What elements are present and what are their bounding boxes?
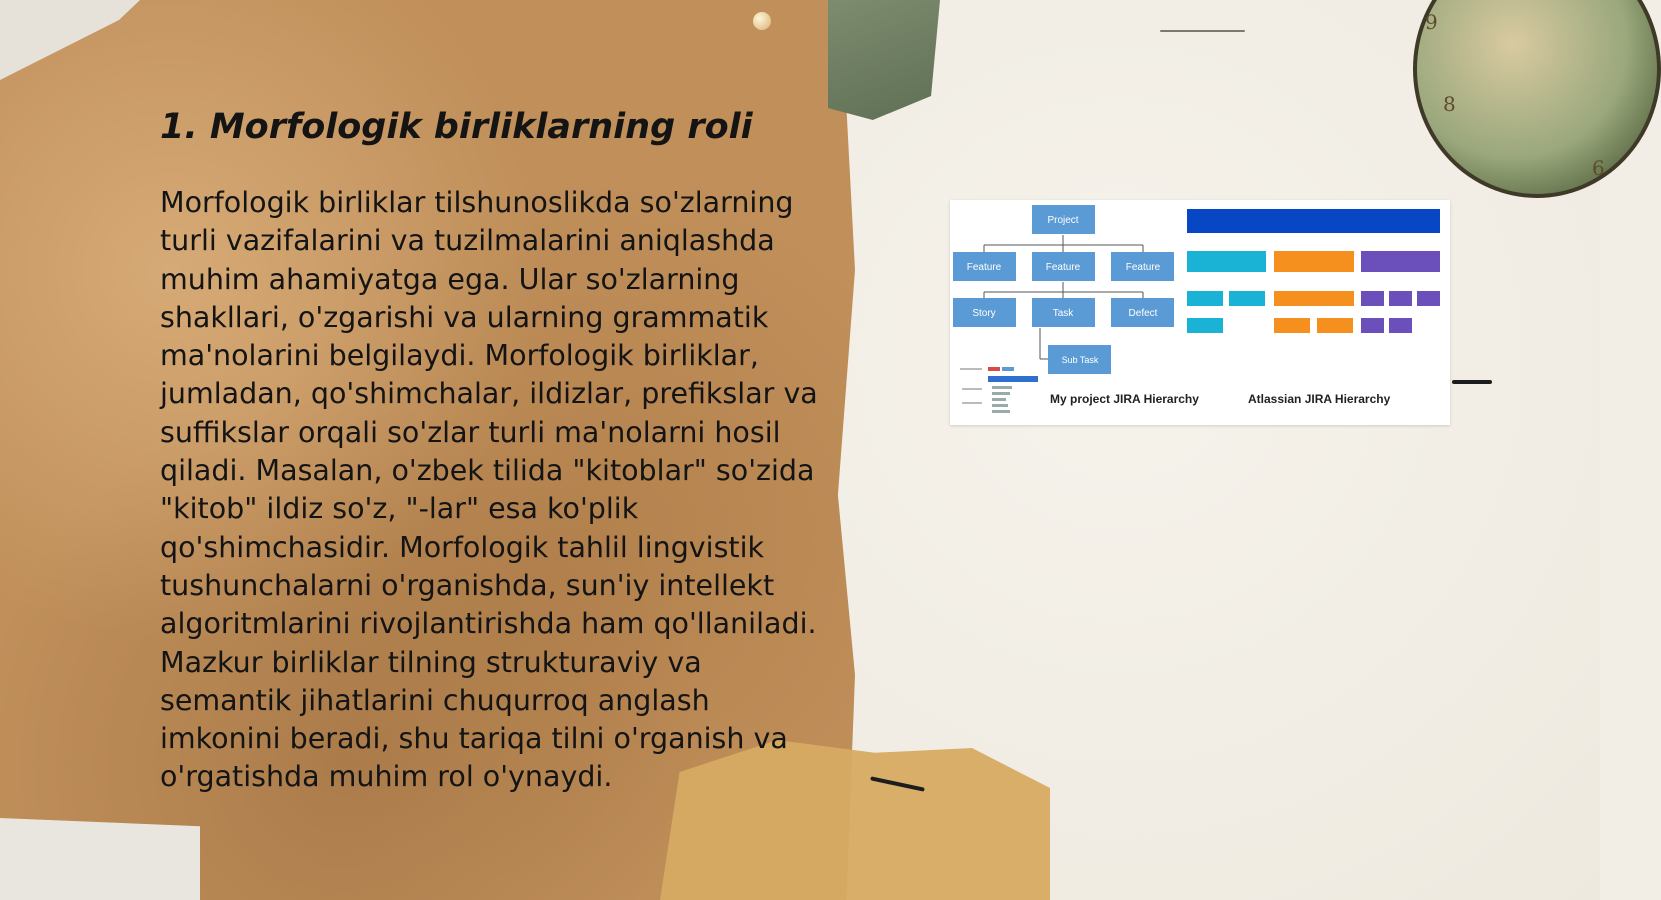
atlassian-box-purple bbox=[1361, 318, 1384, 333]
diagram-label: Feature bbox=[966, 262, 1002, 273]
diagram-label: Sub Task bbox=[1061, 355, 1099, 365]
diagram-label: Feature bbox=[1045, 262, 1081, 273]
atlassian-box-cyan bbox=[1187, 318, 1223, 333]
clock-number: 8 bbox=[1443, 92, 1456, 116]
paper-scrap-bottom-left bbox=[0, 818, 200, 900]
ink-mark bbox=[1452, 380, 1492, 384]
atlassian-box-cyan bbox=[1229, 291, 1265, 306]
jira-hierarchy-image bbox=[950, 200, 1450, 425]
pin-icon bbox=[753, 12, 771, 30]
atlassian-top-bar bbox=[1187, 209, 1440, 233]
diagram-caption-atlassian: Atlassian JIRA Hierarchy bbox=[1248, 392, 1391, 406]
diagram-label: Story bbox=[972, 308, 996, 319]
jira-hierarchy-diagram bbox=[950, 200, 1450, 425]
atlassian-box-orange bbox=[1274, 291, 1354, 306]
slide-title: 1. Morfologik birliklarning roli bbox=[160, 107, 753, 147]
atlassian-box-purple bbox=[1389, 291, 1412, 306]
diagram-label: Defect bbox=[1128, 308, 1158, 319]
atlassian-box-purple bbox=[1361, 251, 1440, 272]
clock-number: 9 bbox=[1425, 10, 1438, 34]
atlassian-box-cyan bbox=[1187, 291, 1223, 306]
atlassian-box-orange bbox=[1317, 318, 1353, 333]
atlassian-box-purple bbox=[1361, 291, 1384, 306]
diagram-caption-my-project: My project JIRA Hierarchy bbox=[1050, 392, 1199, 406]
diagram-label: Project bbox=[1047, 215, 1079, 226]
atlassian-box-cyan bbox=[1187, 251, 1266, 272]
atlassian-box-purple bbox=[1417, 291, 1440, 306]
atlassian-box-orange bbox=[1274, 318, 1310, 333]
pencil-mark bbox=[1160, 30, 1245, 32]
slide-body-text: Morfologik birliklar tilshunoslikda so'zlarning turli vazifalarini va tuzilmalarini aniqlashda muhim ahamiyatga ega. Ular so'zlarning shakllari, o'zgarishi va ularning grammatik ma'nolarini belgilaydi. Morfologik birliklar, jumladan, qo'shimchalar, ildizlar, prefikslar va suffikslar orqali so'zlar turli ma'nolarni hosil qiladi. Masalan, o'zbek tilida "kitoblar" so'zida "kitob" ildiz so'z, "-lar" esa ko'plik qo'shimchasidir. Morfologik tahlil lingvistik tushunchalarni o'rganishda, sun'iy intellekt algoritmlarini rivojlantirishda ham qo'llaniladi. Mazkur birliklar tilning strukturaviy va semantik jihatlarini chuqurroq anglash imkonini beradi, shu tariqa tilni o'rganish va o'rgatishda muhim rol o'ynaydi. bbox=[160, 186, 818, 794]
diagram-label: Task bbox=[1052, 308, 1074, 319]
clock-number: 6 bbox=[1592, 156, 1605, 180]
mini-list-thumbnail bbox=[960, 367, 1038, 413]
diagram-label: Feature bbox=[1125, 262, 1161, 273]
atlassian-box-orange bbox=[1274, 251, 1354, 272]
atlassian-box-purple bbox=[1389, 318, 1412, 333]
